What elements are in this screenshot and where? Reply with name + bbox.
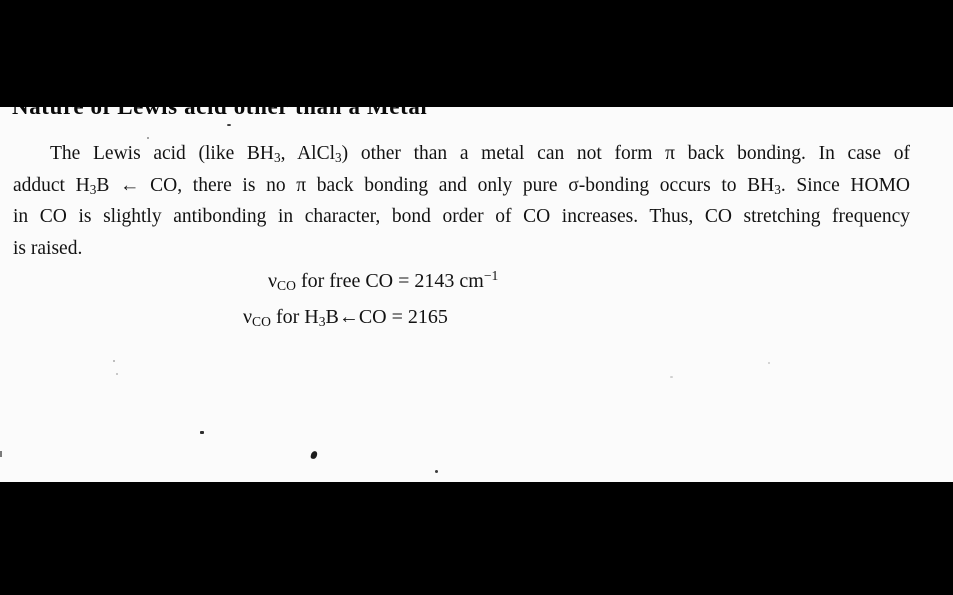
scan-speck: [116, 373, 118, 375]
scan-speck: [227, 124, 231, 126]
scan-speck: [147, 137, 149, 139]
scan-speck: [0, 451, 2, 457]
equation-free-co-frequency: $\nu_{CO}$ for free CO = 2143 $cm^{-1}$: [268, 268, 499, 293]
scan-speck: [768, 362, 770, 364]
scan-speck: [200, 431, 204, 434]
paragraph-line-4: is raised.: [13, 237, 83, 259]
scan-speck: [670, 376, 673, 378]
scan-speck: [435, 470, 438, 473]
paragraph-line-3: in CO is slightly antibonding in character, bond order of CO increases. Thus, CO stretching frequency: [13, 206, 910, 227]
paragraph-line-2: adduct $H_3B$ ← CO, there is no π back bonding and only pure σ-bonding occurs to $BH_3$. Since HOMO: [13, 174, 910, 197]
top-black-bar: [0, 0, 953, 107]
scan-speck: [310, 450, 318, 459]
scan-speck: [113, 360, 115, 362]
equation-adduct-co-frequency: $\nu_{CO}$ for $H_3B\leftarrow CO = 2165$: [243, 306, 448, 329]
bottom-black-bar: [0, 482, 953, 595]
paragraph-line-1: The Lewis acid (like $BH_3$, AlCl$_3$) other than a metal can not form π back bonding. In case of: [50, 143, 910, 165]
body-paragraph: [13, 138, 910, 264]
